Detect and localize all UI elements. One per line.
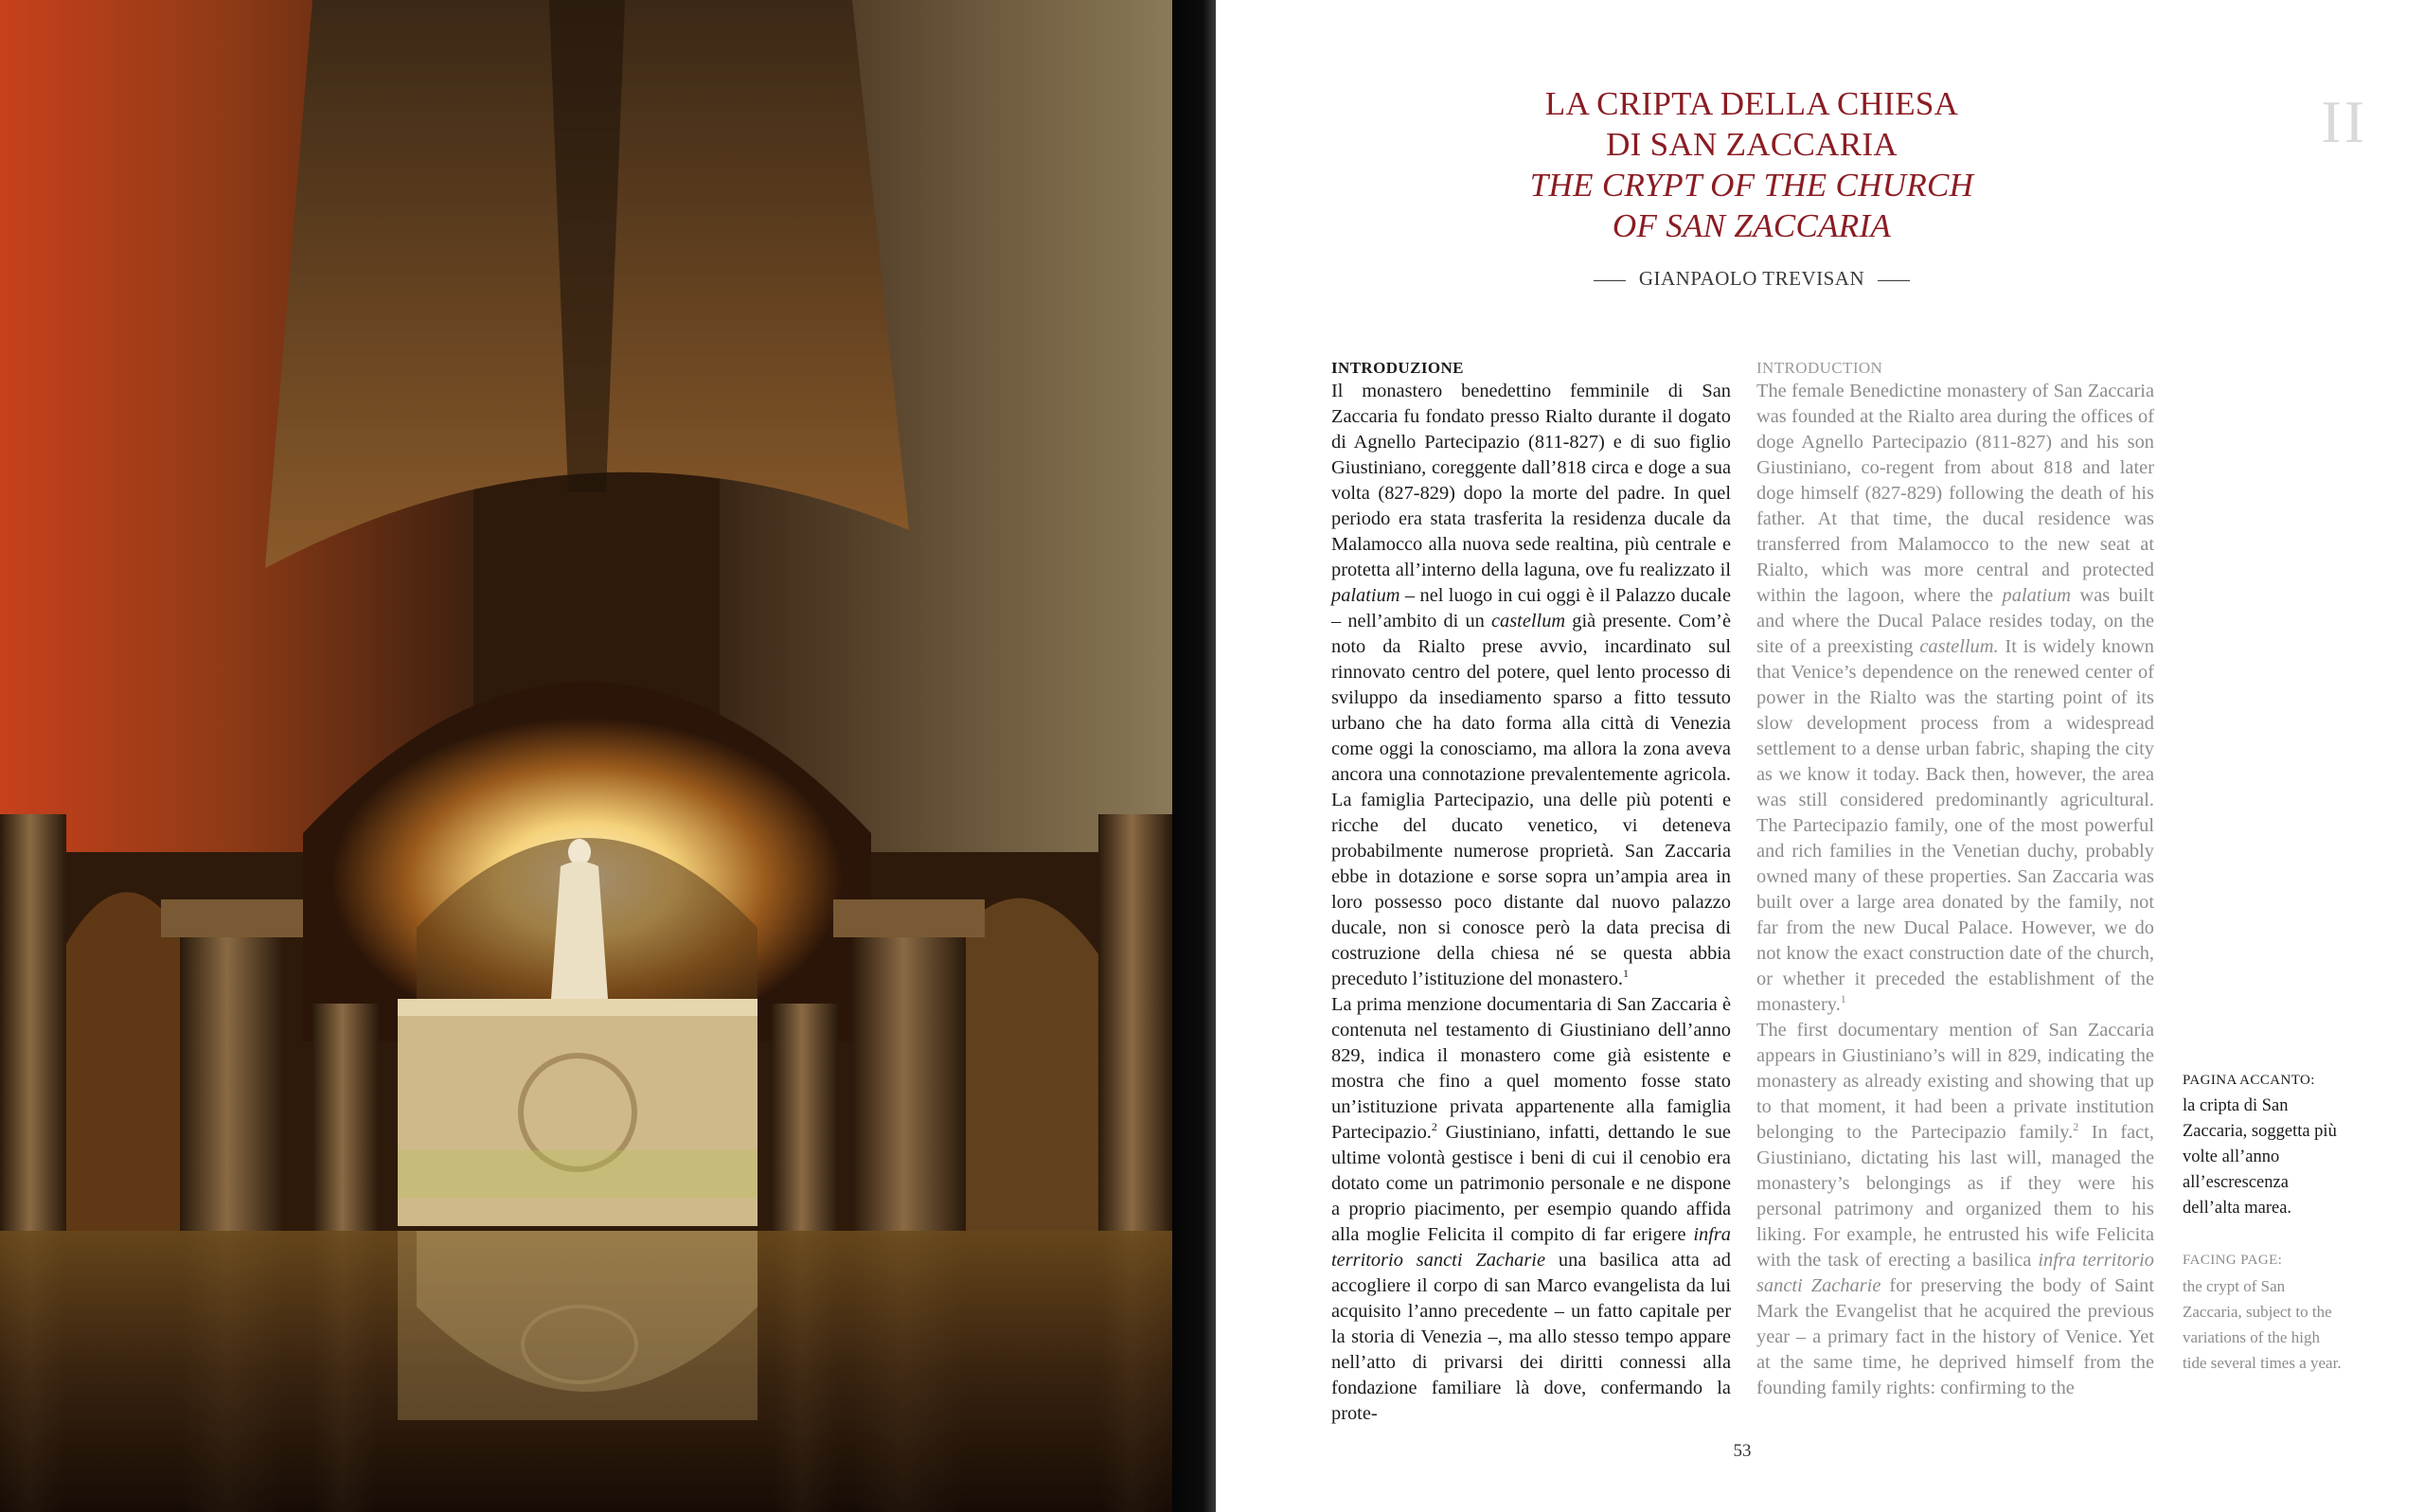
italic-term: infra territorio sancti Zacharie (1331, 1224, 1731, 1271)
text-run: The female Benedictine monastery of San Zaccaria was founded at the Rialto area during the offices of doge Agnello Partecipazio (811-827) and his son Giustiniano, co-regent from about 818 and later doge himself (827-829) following the death of his father. At that time, the ducal residence was transferred from Malamocco to the new seat at Rialto, which was more central and protected within the lagoon, where the (1756, 381, 2154, 606)
text-run: una basilica atta ad accogliere il corpo di san Marco evangelista da lui acquisito l’anno precedente – un fatto capitale per la storia di Venezia –, ma allo stesso tempo appare nell’atto di privarsi dei diritti connessi alla fondazione familiare là dove, confermando la prote- (1331, 1250, 1731, 1424)
text-run: The first documentary mention of San Zaccaria appears in Giustiniano’s will in 829, indicating the monastery as already existing and showing that up to that moment, it had been a private institution belonging to the Partecipazio family. (1756, 1020, 2154, 1143)
caption-english-text: the crypt of San Zaccaria, subject to the variations of the high tide several times a year. (2183, 1277, 2342, 1372)
footnote-ref[interactable]: 2 (2073, 1120, 2079, 1134)
italic-term: palatium (2002, 585, 2072, 606)
english-paragraph-1 (1756, 379, 2154, 1018)
page-number: 53 (1733, 1441, 1752, 1461)
crypt-photograph (0, 0, 1172, 1512)
italian-paragraph-2 (1331, 992, 1731, 1427)
caption-italian (2183, 1068, 2344, 1221)
caption-english (2183, 1248, 2344, 1376)
title-italian-line-2: DI SAN ZACCARIA (1606, 126, 1898, 163)
author-name: GIANPAOLO TREVISAN (1638, 267, 1865, 290)
text-run: La prima menzione documentaria di San Zaccaria è contenuta nel testamento di Giustiniano dell’anno 829, indica il monastero come già esistente e mostra che fino a quel momento fosse stato un’istituzione privata appartenente alla famiglia Partecipazio. (1331, 994, 1731, 1143)
chapter-title (1420, 83, 2083, 246)
english-paragraph-2 (1756, 1018, 2154, 1401)
text-run: già presente. Com’è noto da Rialto prese avvio, incardinato sul rinnovato centro del potere, quel lento processo di sviluppo da insediamento sparso a fitto tessuto urbano che ha dato forma alla città di Venezia come oggi la conosciamo, ma allora la zona aveva ancora una connotazione prevalentemente agricola. La famiglia Partecipazio, una delle più potenti e ricche del ducato venetico, vi deteneva probabilmente numerose proprietà. San Zaccaria ebbe in dotazione e sorse sopra un’ampia area in loro possesso poco distante dal nuovo palazzo ducale, non si conosce però la data precisa di costruzione della chiesa né se questa abbia preceduto l’istituzione del monastero. (1331, 611, 1732, 989)
text-run: for preserving the body of Saint Mark the Evangelist that he acquired the previous year – a primary fact in the history of Venice. Yet at the same time, he deprived himself from the founding family rights: confirming to the (1756, 1275, 2154, 1398)
english-heading: INTRODUCTION (1756, 359, 1883, 377)
text-run: Il monastero benedettino femminile di San Zaccaria fu fondato presso Rialto durante il dogato di Agnello Partecipazio (811-827) e di suo figlio Giustiniano, coreggente dall’818 circa e doge a sua volta (827-829) dopo la morte del padre. In quel periodo era stata trasferita la residenza ducale da Malamocco alla nuova sede realtina, più centrale e protetta all’interno della laguna, ove fu realizzato il (1331, 381, 1731, 580)
italian-heading: INTRODUZIONE (1331, 359, 1464, 377)
text-run: It is widely known that Venice’s dependence on the renewed center of power in the Rialto was the starting point of its slow development process from a widespread settlement to a dense urban fabric, shaping the city as we know it today. Back then, however, the area was still considered predominantly agricultural. The Partecipazio family, one of the most powerful and rich families in the Venetian duchy, probably owned many of these properties. San Zaccaria was built over a large area donated by the family, not far from the new Ducal Palace. However, we do not know the exact construction date of the church, or whether it preceded the establishment of the monastery. (1756, 636, 2154, 1015)
caption-english-label: FACING PAGE: (2183, 1253, 2283, 1268)
text-run: was built and where the Ducal Palace resides today, on the site of a preexisting (1756, 585, 2154, 657)
italic-term: infra territorio sancti Zacharie (1756, 1250, 2154, 1296)
italian-column (1331, 358, 1731, 1427)
footnote-ref[interactable]: 1 (1840, 992, 1846, 1006)
footnote-ref[interactable]: 2 (1431, 1120, 1437, 1134)
caption-italian-text: la cripta di San Zaccaria, soggetta più volte all’anno all’escrescenza dell’alta marea. (2183, 1096, 2337, 1218)
page-gutter (1172, 0, 1216, 1512)
title-english-line-1: THE CRYPT OF THE CHURCH (1529, 167, 1974, 204)
italic-term: palatium (1331, 585, 1400, 606)
byline-rule-left (1594, 280, 1626, 281)
title-english-line-2: OF SAN ZACCARIA (1612, 207, 1892, 244)
caption-italian-label: PAGINA ACCANTO: (2183, 1073, 2315, 1088)
english-column (1756, 358, 2154, 1401)
italic-term: castellum (1491, 611, 1566, 631)
footnote-ref[interactable]: 1 (1623, 967, 1630, 981)
byline-rule-right (1878, 280, 1910, 281)
text-run: – nel luogo in cui oggi è il Palazzo ducale – nell’ambito di un (1331, 585, 1731, 631)
title-italian-line-1: LA CRIPTA DELLA CHIESA (1544, 85, 1959, 122)
text-run: Giustiniano, infatti, dettando le sue ultime volontà gestisce i beni di cui il cenobio era dotato come un patrimonio personale e ne dispone a proprio piacimento, per esempio quando affida alla moglie Felicita il compito di far erigere (1331, 1122, 1731, 1245)
author-byline (1420, 267, 2083, 291)
italic-term: castellum. (1919, 636, 1999, 657)
chapter-number: II (2321, 88, 2367, 155)
italian-paragraph-1 (1331, 379, 1731, 992)
text-run: In fact, Giustiniano, dictating his last will, managed the monastery’s belongings as if they were his personal patrimony and organized them to his liking. For example, he entrusted his wife Felicita with the task of erecting a basilica (1756, 1122, 2154, 1271)
